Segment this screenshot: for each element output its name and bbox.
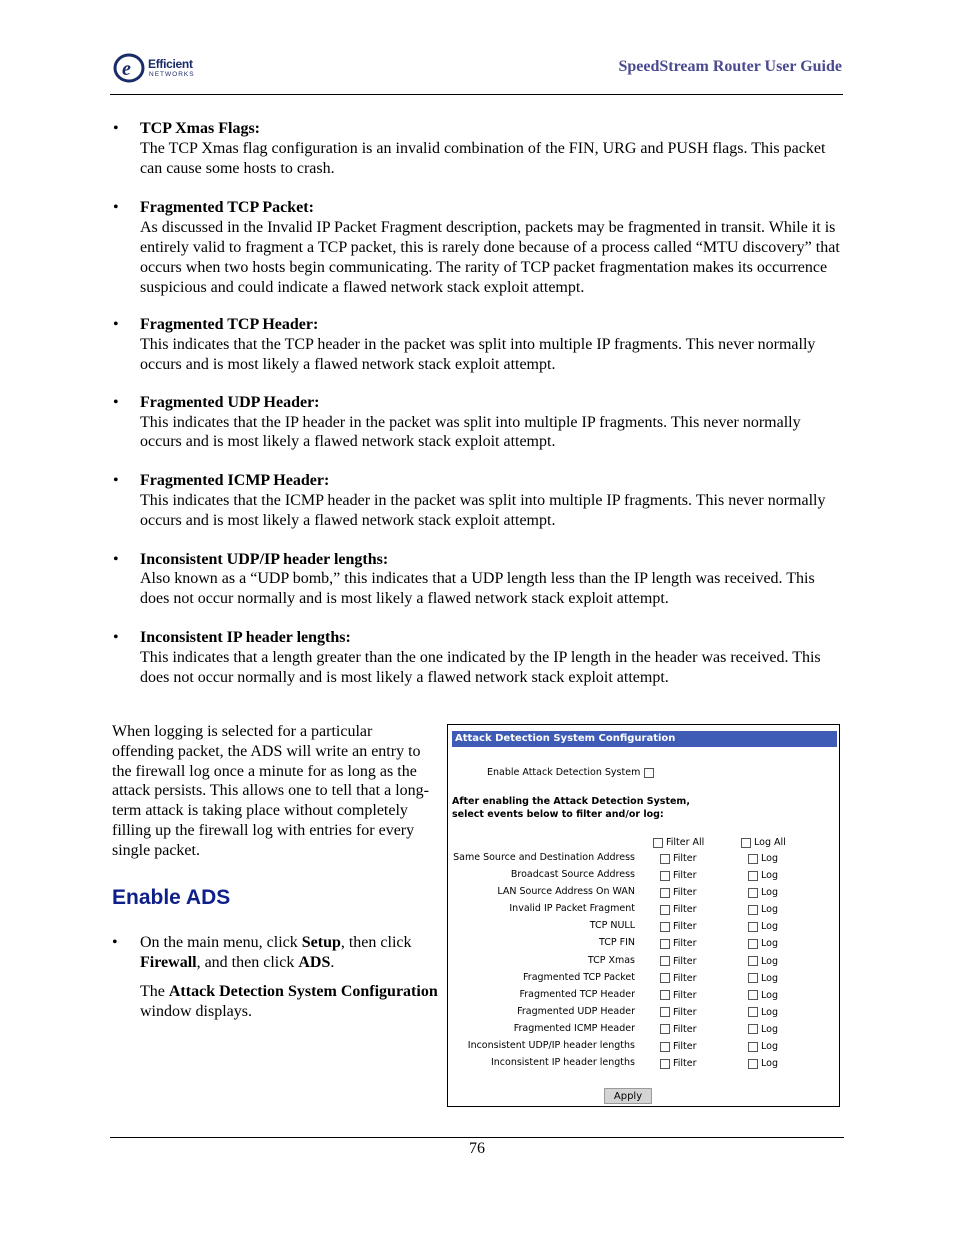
log-checkbox[interactable]: [748, 939, 758, 949]
page-number: 76: [469, 1140, 485, 1157]
log-label: Log: [761, 921, 778, 933]
ads-event-row: [448, 937, 841, 954]
filter-checkbox[interactable]: [660, 939, 670, 949]
filter-label: Filter: [673, 989, 697, 1001]
logging-paragraph: When logging is selected for a particular offending packet, the ADS will write an entry to the firewall log once a minute for as long as the attack persists. This allows one to tell that a long-term attack is taking place without completely filling up the firewall log with entries for every single packet.: [112, 723, 429, 859]
filter-label: Filter: [673, 1006, 697, 1018]
filter-control: [660, 1058, 697, 1069]
instruction-line: After enabling the Attack Detection System,: [452, 796, 690, 807]
ads-event-row: [448, 852, 841, 869]
log-checkbox[interactable]: [748, 956, 758, 966]
list-item-text: As discussed in the Invalid IP Packet Fragment description, packets may be fragmented in transit. While it is entirely valid to fragment a TCP packet, this is rarely done because of a process called “MTU discovery” that occurs when two hosts begin communicating. The rarity of TCP packet fragmentation makes its occurrence suspicious and could indicate a flawed network stack exploit attempt.: [140, 219, 840, 296]
log-label: Log: [761, 1058, 778, 1070]
ads-event-row: [448, 989, 841, 1006]
list-item-term: • Inconsistent IP header lengths:: [140, 628, 351, 646]
logo-text-main: Efficient: [148, 57, 193, 71]
list-item-term: • Fragmented TCP Packet:: [140, 199, 314, 217]
log-control: [748, 921, 778, 932]
filter-checkbox[interactable]: [660, 871, 670, 881]
filter-label: Filter: [673, 938, 697, 950]
ads-event-row: [448, 920, 841, 937]
filter-checkbox[interactable]: [660, 922, 670, 932]
filter-label: Filter: [673, 1041, 697, 1053]
filter-label: Filter: [673, 1058, 697, 1070]
filter-control: [660, 853, 697, 864]
ads-event-rows: [448, 852, 841, 1074]
filter-control: [660, 956, 697, 967]
log-control: [748, 853, 778, 864]
list-item-text: Also known as a “UDP bomb,” this indicates that a UDP length less than the IP length was received. This does not occur normally and is most likely a flawed network stack exploit attempt.: [140, 570, 815, 608]
ads-event-row: [448, 1006, 841, 1023]
ads-event-label: Fragmented UDP Header: [517, 1005, 635, 1017]
log-checkbox[interactable]: [748, 990, 758, 1000]
log-checkbox[interactable]: [748, 854, 758, 864]
log-label: Log: [761, 972, 778, 984]
log-all-label: Log All: [754, 837, 786, 848]
filter-control: [660, 990, 697, 1001]
svg-text:e: e: [122, 58, 131, 80]
filter-control: [660, 1024, 697, 1035]
list-item: [113, 393, 843, 452]
log-label: Log: [761, 870, 778, 882]
ads-event-row: [448, 972, 841, 989]
ads-event-label: Inconsistent UDP/IP header lengths: [467, 1040, 635, 1052]
enable-ads-label: Enable Attack Detection System: [487, 767, 641, 778]
efficient-networks-logo: [113, 53, 213, 85]
log-label: Log: [761, 853, 778, 864]
log-checkbox[interactable]: [748, 888, 758, 898]
log-checkbox[interactable]: [748, 1024, 758, 1034]
header-rule: [110, 94, 843, 95]
ads-event-label: Fragmented ICMP Header: [513, 1022, 635, 1034]
filter-control: [660, 921, 697, 932]
ads-event-row: [448, 955, 841, 972]
ads-event-row: [448, 1057, 841, 1074]
ads-event-row: [448, 1040, 841, 1057]
filter-checkbox[interactable]: [660, 990, 670, 1000]
log-checkbox[interactable]: [748, 1042, 758, 1052]
filter-all-checkbox[interactable]: [653, 838, 663, 848]
step-menu-firewall: Firewall: [140, 953, 197, 971]
log-control: [748, 1058, 778, 1069]
log-label: Log: [761, 887, 778, 899]
ads-event-label: Inconsistent IP header lengths: [490, 1057, 635, 1069]
log-checkbox[interactable]: [748, 1059, 758, 1069]
ads-event-label: TCP NULL: [589, 920, 635, 932]
attack-type-list: [113, 119, 843, 687]
list-item-term: • Fragmented TCP Header:: [140, 316, 319, 334]
filter-control: [660, 1041, 697, 1052]
ads-instructions: [452, 795, 690, 821]
log-label: Log: [761, 938, 778, 950]
log-control: [748, 1024, 778, 1035]
list-item-term: • Inconsistent UDP/IP header lengths:: [140, 550, 389, 568]
list-item: [113, 550, 843, 609]
filter-label: Filter: [673, 972, 697, 984]
ads-event-label: Same Source and Destination Address: [453, 852, 635, 863]
filter-checkbox[interactable]: [660, 973, 670, 983]
filter-label: Filter: [673, 904, 697, 916]
step-text: , and then click: [196, 953, 299, 971]
ads-event-label: Fragmented TCP Header: [519, 988, 635, 1000]
list-item-term: • TCP Xmas Flags:: [140, 120, 260, 137]
list-item: [113, 198, 843, 297]
log-control: [748, 870, 778, 881]
ads-event-row: [448, 1023, 841, 1040]
list-item-text: This indicates that the IP header in the packet was split into multiple IP fragments. This never normally occurs and is most likely a flawed network stack exploit attempt.: [140, 413, 801, 451]
log-checkbox[interactable]: [748, 1007, 758, 1017]
list-item-text: This indicates that a length greater than the one indicated by the IP length in the header was received. This does not occur normally and is most likely a flawed network stack exploit attempt.: [140, 648, 821, 686]
list-item-text: The TCP Xmas flag configuration is an invalid combination of the FIN, URG and PUSH flags. This packet can cause some hosts to crash.: [140, 139, 826, 177]
list-item: [113, 119, 843, 178]
ads-event-row: [448, 869, 841, 886]
step-menu-setup: Setup: [301, 934, 341, 951]
filter-checkbox[interactable]: [660, 905, 670, 915]
filter-control: [660, 904, 697, 915]
instruction-line: select events below to filter and/or log:: [452, 809, 664, 820]
log-all-control: [741, 837, 786, 848]
filter-checkbox[interactable]: [660, 1042, 670, 1052]
filter-control: [660, 1007, 697, 1018]
log-checkbox[interactable]: [748, 871, 758, 881]
filter-checkbox[interactable]: [660, 1059, 670, 1069]
section-heading: Enable ADS: [112, 886, 231, 909]
enable-ads-checkbox[interactable]: [644, 768, 654, 778]
log-control: [748, 904, 778, 915]
log-control: [748, 938, 778, 949]
enable-ads-row: [487, 767, 657, 778]
step-instruction: [112, 933, 442, 973]
filter-label: Filter: [673, 1023, 697, 1035]
log-control: [748, 990, 778, 1001]
ads-event-label: Fragmented TCP Packet: [523, 971, 635, 983]
filter-control: [660, 887, 697, 898]
filter-all-control: [653, 837, 704, 848]
log-control: [748, 973, 778, 984]
log-checkbox[interactable]: [748, 905, 758, 915]
step-text: , then click: [340, 934, 412, 951]
filter-control: [660, 973, 697, 984]
ads-event-label: Invalid IP Packet Fragment: [509, 903, 635, 915]
ads-event-row: [448, 903, 841, 920]
logo-text-sub: NETWORKS: [149, 71, 195, 78]
list-item-term: • Fragmented ICMP Header:: [140, 472, 330, 490]
log-control: [748, 887, 778, 898]
filter-label: Filter: [673, 921, 697, 933]
list-item-text: This indicates that the TCP header in the packet was split into multiple IP fragments. This never normally occurs and is most likely a flawed network stack exploit attempt.: [140, 336, 816, 373]
ads-event-label: Broadcast Source Address: [510, 869, 635, 881]
log-label: Log: [761, 1041, 778, 1053]
ads-event-row: [448, 886, 841, 903]
log-checkbox[interactable]: [748, 973, 758, 983]
log-label: Log: [761, 955, 778, 967]
log-control: [748, 1007, 778, 1018]
step-note-window-name: Attack Detection System Configuration: [168, 983, 438, 1000]
log-control: [748, 1041, 778, 1052]
step-menu-ads: ADS: [298, 953, 331, 971]
list-item-text: This indicates that the ICMP header in the packet was split into multiple IP fragments. This never normally occurs and is most likely a flawed network stack exploit attempt.: [140, 491, 826, 529]
footer-rule: [110, 1137, 844, 1138]
filter-label: Filter: [673, 887, 697, 899]
list-item: [113, 315, 843, 374]
filter-control: [660, 938, 697, 949]
ads-event-label: TCP Xmas: [587, 954, 635, 966]
step-text: .: [330, 953, 335, 971]
log-label: Log: [761, 989, 778, 1001]
filter-checkbox[interactable]: [660, 854, 670, 864]
guide-title: SpeedStream Router User Guide: [618, 58, 842, 75]
filter-checkbox[interactable]: [660, 888, 670, 898]
log-checkbox[interactable]: [748, 922, 758, 932]
list-item: [113, 628, 843, 687]
filter-label: Filter: [673, 853, 697, 864]
filter-checkbox[interactable]: [660, 956, 670, 966]
step-note-text: The: [140, 983, 169, 1000]
filter-label: Filter: [673, 955, 697, 967]
ads-event-label: LAN Source Address On WAN: [497, 886, 635, 898]
step-text: On the main menu, click: [140, 934, 302, 951]
filter-checkbox[interactable]: [660, 1024, 670, 1034]
log-label: Log: [761, 1006, 778, 1018]
log-label: Log: [761, 1023, 778, 1035]
list-item: [113, 471, 843, 530]
log-label: Log: [761, 904, 778, 916]
ads-event-label: TCP FIN: [598, 937, 635, 949]
list-item-term: • Fragmented UDP Header:: [140, 393, 320, 411]
ads-config-panel: [447, 724, 840, 1107]
ads-panel-title: Attack Detection System Configuration: [452, 731, 837, 747]
log-control: [748, 956, 778, 967]
filter-control: [660, 870, 697, 881]
filter-checkbox[interactable]: [660, 1007, 670, 1017]
filter-label: Filter: [673, 870, 697, 882]
step-note: [140, 982, 440, 1022]
logo-e-icon: [113, 53, 145, 83]
apply-button[interactable]: Apply: [604, 1088, 652, 1104]
filter-all-label: Filter All: [666, 837, 705, 848]
step-note-text: window displays.: [140, 1002, 252, 1020]
log-all-checkbox[interactable]: [741, 838, 751, 848]
